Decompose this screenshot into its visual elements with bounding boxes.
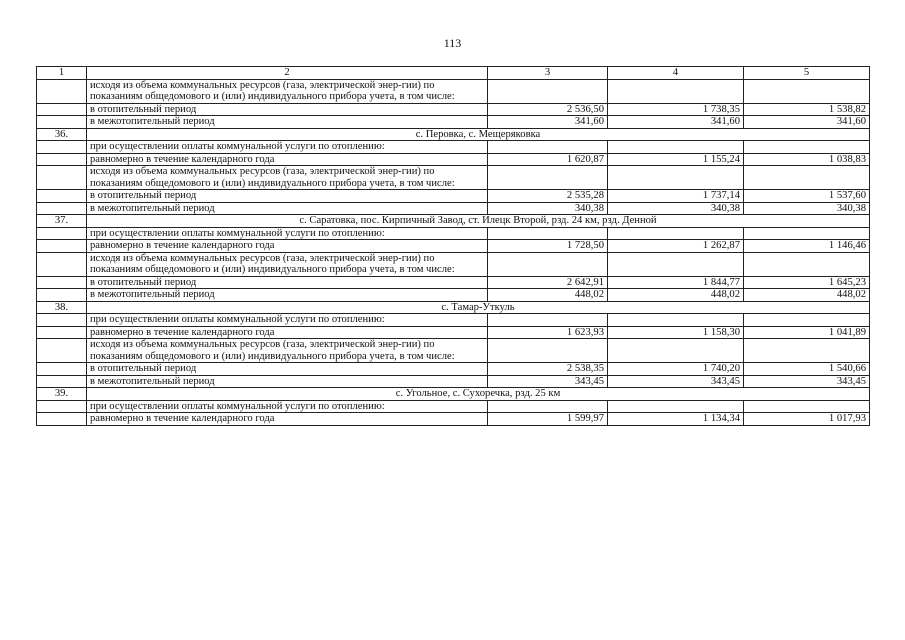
header-col-1: 1	[37, 67, 87, 80]
row-label: равномерно в течение календарного года	[87, 326, 488, 339]
row-number	[37, 413, 87, 426]
row-number: 39.	[37, 388, 87, 401]
table-row	[37, 252, 870, 276]
header-col-3: 3	[488, 67, 608, 80]
table-row	[37, 116, 870, 129]
table-row	[37, 103, 870, 116]
table-row	[37, 79, 870, 103]
table-row	[37, 375, 870, 388]
table-row	[37, 166, 870, 190]
value-col-3	[488, 400, 608, 413]
value-col-4	[608, 166, 744, 190]
value-col-4: 343,45	[608, 375, 744, 388]
value-col-3	[488, 227, 608, 240]
settlement-name: с. Перовка, с. Мещеряковка	[87, 128, 870, 141]
row-label: при осуществлении оплаты коммунальной услуги по отоплению:	[87, 314, 488, 327]
row-label: исходя из объема коммунальных ресурсов (газа, электрической энер-гии) по показаниям общедомового и (или) индивидуального прибора учета, в том числе:	[87, 252, 488, 276]
value-col-4: 1 738,35	[608, 103, 744, 116]
row-number	[37, 400, 87, 413]
table-row	[37, 413, 870, 426]
table-row	[37, 190, 870, 203]
row-number	[37, 276, 87, 289]
value-col-3: 2 642,91	[488, 276, 608, 289]
value-col-5: 343,45	[744, 375, 870, 388]
value-col-5: 1 538,82	[744, 103, 870, 116]
value-col-3: 341,60	[488, 116, 608, 129]
row-number	[37, 227, 87, 240]
settlement-name: с. Тамар-Уткуль	[87, 301, 870, 314]
row-number	[37, 103, 87, 116]
value-col-4	[608, 400, 744, 413]
header-row	[37, 67, 870, 80]
value-col-5	[744, 339, 870, 363]
row-label: в отопительный период	[87, 103, 488, 116]
table-row	[37, 227, 870, 240]
value-col-3	[488, 339, 608, 363]
value-col-4: 448,02	[608, 289, 744, 302]
table-row	[37, 141, 870, 154]
value-col-3: 2 535,28	[488, 190, 608, 203]
value-col-5: 1 017,93	[744, 413, 870, 426]
table-row	[37, 314, 870, 327]
row-label: в межотопительный период	[87, 289, 488, 302]
value-col-3: 2 538,35	[488, 363, 608, 376]
value-col-3: 343,45	[488, 375, 608, 388]
value-col-3: 1 623,93	[488, 326, 608, 339]
row-number: 38.	[37, 301, 87, 314]
value-col-3: 1 599,97	[488, 413, 608, 426]
row-label: при осуществлении оплаты коммунальной услуги по отоплению:	[87, 141, 488, 154]
value-col-3: 2 536,50	[488, 103, 608, 116]
settlement-row	[37, 128, 870, 141]
value-col-3: 448,02	[488, 289, 608, 302]
value-col-5: 1 146,46	[744, 240, 870, 253]
table-row	[37, 339, 870, 363]
tariff-table	[36, 66, 870, 426]
row-label: в отопительный период	[87, 190, 488, 203]
value-col-4: 1 737,14	[608, 190, 744, 203]
row-number	[37, 339, 87, 363]
table-row	[37, 240, 870, 253]
value-col-4: 1 158,30	[608, 326, 744, 339]
row-label: в межотопительный период	[87, 375, 488, 388]
table-header	[37, 67, 870, 80]
value-col-5	[744, 141, 870, 154]
row-number	[37, 141, 87, 154]
row-label: в отопительный период	[87, 276, 488, 289]
row-number	[37, 363, 87, 376]
row-label: при осуществлении оплаты коммунальной услуги по отоплению:	[87, 400, 488, 413]
row-number	[37, 314, 87, 327]
settlement-name: с. Угольное, с. Сухоречка, рзд. 25 км	[87, 388, 870, 401]
row-label: исходя из объема коммунальных ресурсов (газа, электрической энер-гии) по показаниям общедомового и (или) индивидуального прибора учета, в том числе:	[87, 166, 488, 190]
value-col-3	[488, 141, 608, 154]
value-col-4: 341,60	[608, 116, 744, 129]
row-label: исходя из объема коммунальных ресурсов (газа, электрической энер-гии) по показаниям общедомового и (или) индивидуального прибора учета, в том числе:	[87, 339, 488, 363]
value-col-5	[744, 227, 870, 240]
value-col-5	[744, 252, 870, 276]
row-number	[37, 289, 87, 302]
value-col-5: 1 038,83	[744, 153, 870, 166]
table-body	[37, 79, 870, 425]
row-label: в отопительный период	[87, 363, 488, 376]
row-number	[37, 252, 87, 276]
row-label: равномерно в течение календарного года	[87, 240, 488, 253]
settlement-row	[37, 388, 870, 401]
value-col-5	[744, 79, 870, 103]
table-row	[37, 326, 870, 339]
header-col-5: 5	[744, 67, 870, 80]
row-number	[37, 153, 87, 166]
value-col-3: 1 620,87	[488, 153, 608, 166]
row-number	[37, 202, 87, 215]
value-col-4	[608, 141, 744, 154]
value-col-5: 340,38	[744, 202, 870, 215]
value-col-5: 1 537,60	[744, 190, 870, 203]
settlement-row	[37, 215, 870, 228]
row-number	[37, 240, 87, 253]
row-number	[37, 116, 87, 129]
table-row	[37, 289, 870, 302]
value-col-3	[488, 166, 608, 190]
value-col-5: 1 645,23	[744, 276, 870, 289]
row-number	[37, 79, 87, 103]
row-number	[37, 375, 87, 388]
table-row	[37, 400, 870, 413]
row-number	[37, 190, 87, 203]
value-col-3: 1 728,50	[488, 240, 608, 253]
page-number: 113	[443, 36, 462, 50]
row-number	[37, 326, 87, 339]
value-col-4: 340,38	[608, 202, 744, 215]
value-col-5: 1 041,89	[744, 326, 870, 339]
table-row	[37, 153, 870, 166]
value-col-5: 1 540,66	[744, 363, 870, 376]
value-col-4: 1 155,24	[608, 153, 744, 166]
value-col-5	[744, 314, 870, 327]
value-col-4	[608, 79, 744, 103]
value-col-4	[608, 314, 744, 327]
value-col-3	[488, 314, 608, 327]
header-col-2: 2	[87, 67, 488, 80]
value-col-4	[608, 227, 744, 240]
row-label: при осуществлении оплаты коммунальной услуги по отоплению:	[87, 227, 488, 240]
settlement-name: с. Саратовка, пос. Кирпичный Завод, ст. Илецк Второй, рзд. 24 км, рзд. Денной	[87, 215, 870, 228]
value-col-5: 448,02	[744, 289, 870, 302]
row-label: в межотопительный период	[87, 116, 488, 129]
value-col-5: 341,60	[744, 116, 870, 129]
row-number: 36.	[37, 128, 87, 141]
table-row	[37, 276, 870, 289]
header-col-4: 4	[608, 67, 744, 80]
row-number	[37, 166, 87, 190]
value-col-4: 1 262,87	[608, 240, 744, 253]
value-col-4: 1 844,77	[608, 276, 744, 289]
value-col-4	[608, 252, 744, 276]
row-label: равномерно в течение календарного года	[87, 413, 488, 426]
row-label: в межотопительный период	[87, 202, 488, 215]
value-col-3: 340,38	[488, 202, 608, 215]
value-col-4	[608, 339, 744, 363]
value-col-4: 1 134,34	[608, 413, 744, 426]
row-label: равномерно в течение календарного года	[87, 153, 488, 166]
value-col-3	[488, 252, 608, 276]
table-row	[37, 363, 870, 376]
row-number: 37.	[37, 215, 87, 228]
value-col-4: 1 740,20	[608, 363, 744, 376]
value-col-5	[744, 400, 870, 413]
row-label: исходя из объема коммунальных ресурсов (газа, электрической энер-гии) по показаниям общедомового и (или) индивидуального прибора учета, в том числе:	[87, 79, 488, 103]
table-row	[37, 202, 870, 215]
settlement-row	[37, 301, 870, 314]
value-col-5	[744, 166, 870, 190]
value-col-3	[488, 79, 608, 103]
